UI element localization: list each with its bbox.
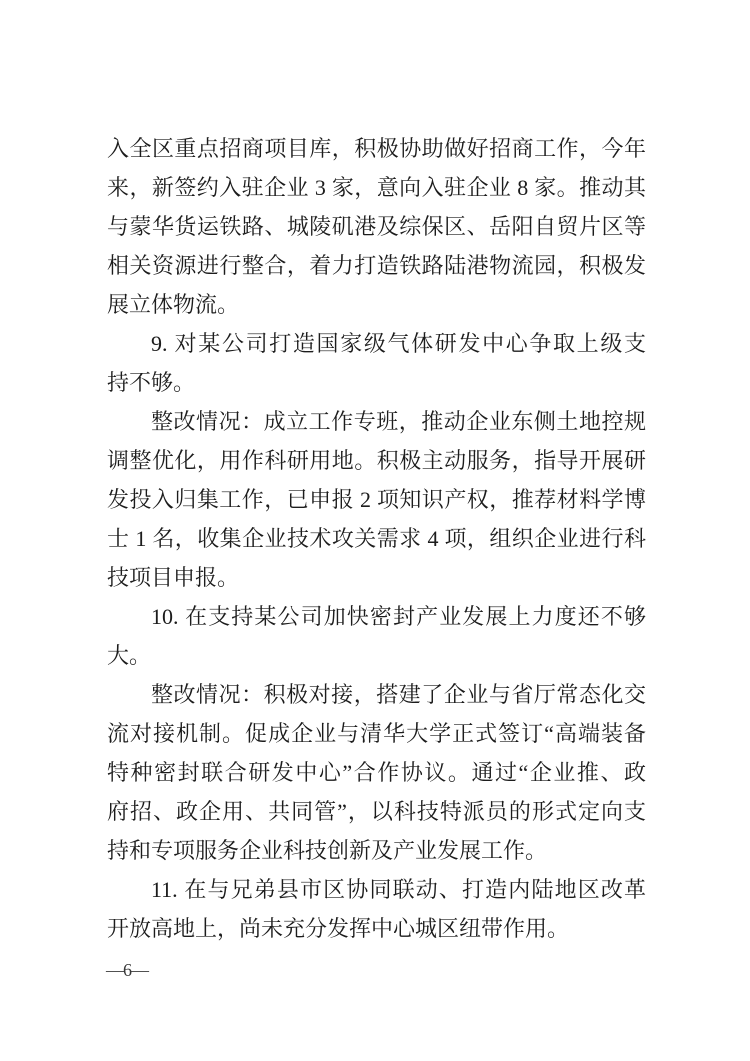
text-line: 来，新签约入驻企业 3 家，意向入驻企业 8 家。推动其: [107, 175, 646, 200]
text-line: 展立体物流。: [107, 292, 240, 317]
page-number: —6—: [106, 960, 148, 980]
text-line: 士 1 名，收集企业技术攻关需求 4 项，组织企业进行科: [107, 526, 646, 551]
text-line: 开放高地上，尚未充分发挥中心城区纽带作用。: [107, 916, 570, 941]
text-line: 持和专项服务企业科技创新及产业发展工作。: [107, 838, 548, 863]
text-line: 10. 在支持某公司加快密封产业发展上力度还不够: [151, 604, 646, 629]
text-line: 与蒙华货运铁路、城陵矶港及综保区、岳阳自贸片区等: [107, 214, 646, 239]
text-line: 特种密封联合研发中心”合作协议。通过“企业推、政: [107, 760, 646, 785]
text-line: 发投入归集工作，已申报 2 项知识产权，推荐材料学博: [107, 487, 646, 512]
text-line: 调整优化，用作科研用地。积极主动服务，指导开展研: [107, 448, 646, 473]
document-body: [107, 129, 646, 948]
text-line: 府招、政企用、共同管”，以科技特派员的形式定向支: [107, 799, 646, 824]
text-line: 整改情况：成立工作专班，推动企业东侧土地控规: [151, 409, 646, 434]
text-line: 入全区重点招商项目库，积极协助做好招商工作，今年: [107, 136, 646, 161]
text-line: 持不够。: [107, 370, 196, 395]
text-line: 整改情况：积极对接，搭建了企业与省厅常态化交: [151, 682, 646, 707]
text-line: 11. 在与兄弟县市区协同联动、打造内陆地区改革: [151, 877, 646, 902]
text-line: 大。: [107, 643, 152, 668]
text-line: 流对接机制。促成企业与清华大学正式签订“高端装备: [107, 721, 646, 746]
text-line: 技项目申报。: [107, 565, 240, 590]
text-line: 相关资源进行整合，着力打造铁路陆港物流园，积极发: [107, 253, 646, 278]
text-line: 9. 对某公司打造国家级气体研发中心争取上级支: [151, 331, 646, 356]
